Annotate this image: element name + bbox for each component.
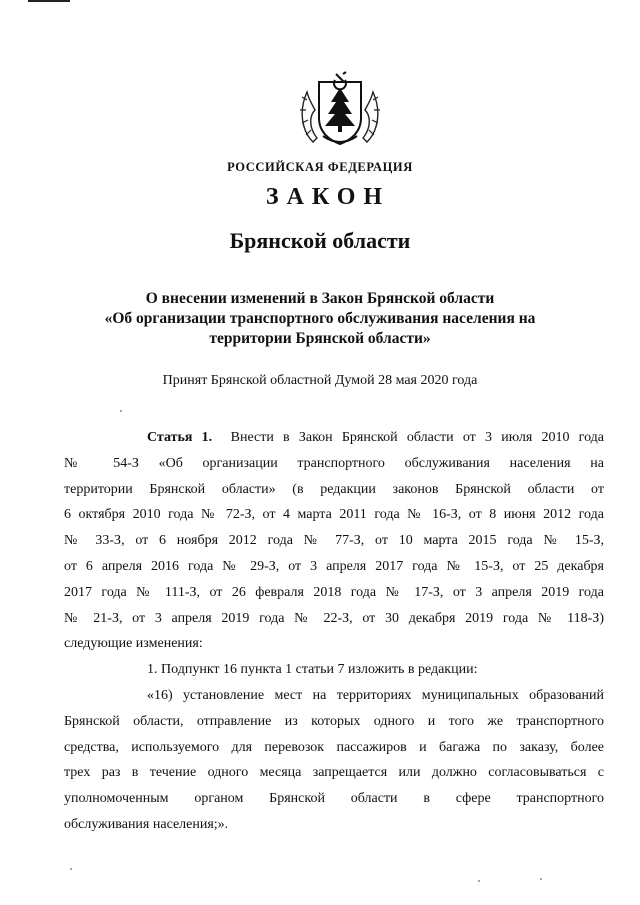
quote-last-line: обслуживания населения;». [64,816,229,832]
document-title-line: «Об организации транспортного обслуживания населения на [104,310,536,327]
document-title-line: О внесении изменений в Закон Брянской области [145,290,495,307]
scan-speck [70,868,72,870]
item-1: 1. Подпункт 16 пункта 1 статьи 7 изложить в редакции: [147,662,478,678]
federation-heading: РОССИЙСКАЯ ФЕДЕРАЦИЯ [227,160,413,174]
scan-speck [120,410,122,412]
bryansk-coat-of-arms-icon [295,70,385,150]
article-label: Статья 1. [147,430,213,445]
top-rule [28,0,70,2]
document-title [60,289,580,349]
law-body [64,425,604,838]
scan-speck [540,878,542,880]
adoption-line: Принят Брянской областной Думой 28 мая 2020 года [162,373,478,388]
article-text-line: 6 октября 2010 года № 72-З, от 4 марта 2011 года № 16-З, от 8 июня 2012 года [64,507,604,523]
quote-text-line: «16) установление мест на территориях муниципальных образований [147,687,604,703]
article-text-line: территории Брянской области» (в редакции законов Брянской области от [64,481,604,497]
article-text-line: № 33-З, от 6 ноября 2012 года № 77-З, от 10 марта 2015 года № 15-З, [64,533,604,549]
quote-text-line: уполномоченным органом Брянской области в сфере транспортного [64,791,604,807]
document-title-line: территории Брянской области» [209,330,431,347]
article-text-line: № 21-З, от 3 апреля 2019 года № 22-З, от 30 декабря 2019 года № 118-З) [64,610,604,626]
quote-text-line: трех раз в течение одного месяца запрещается или должно согласовываться с [64,765,604,781]
law-heading: ЗАКОН [265,184,391,210]
article-first-line [107,425,604,451]
article-text-last-line: следующие изменения: [64,636,203,652]
region-heading: Брянской области [229,228,411,253]
article-text-line: 2017 года № 111-З, от 26 февраля 2018 года № 17-З, от 3 апреля 2019 года [64,584,604,600]
article-text-line: от 6 апреля 2016 года № 29-З, от 3 апреля 2017 года № 15-З, от 25 декабря [64,558,604,574]
scan-speck [478,880,480,882]
article-text-line: Внести в Закон Брянской области от 3 июля 2010 года [230,430,604,445]
quote-text-line: Брянской области, отправление из которых одного и того же транспортного [64,713,604,729]
article-text-line: № 54-З «Об организации транспортного обслуживания населения на [64,455,604,471]
quote-text-line: средства, используемого для перевозок пассажиров и багажа по заказу, более [64,739,604,755]
